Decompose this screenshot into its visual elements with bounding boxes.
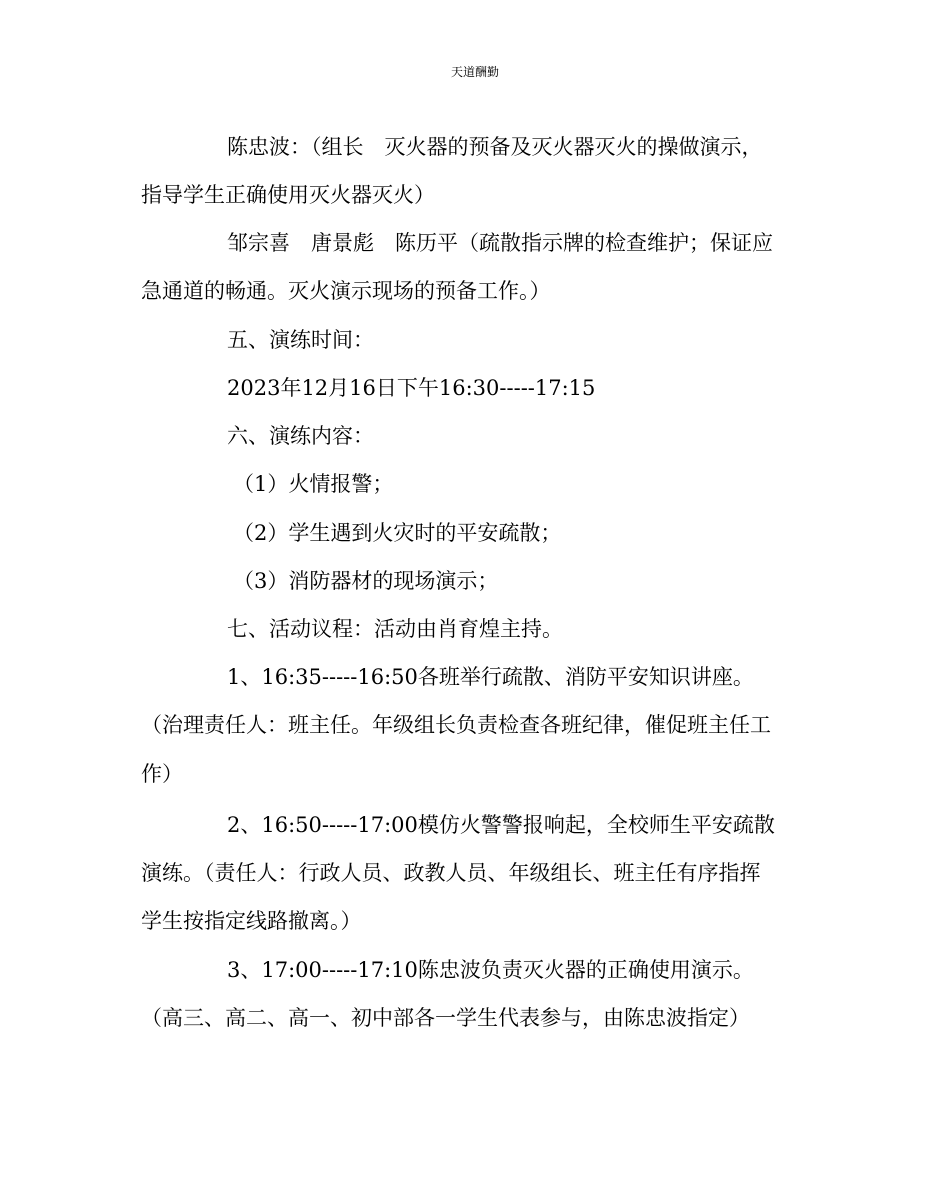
- paragraph-line: 作）: [141, 762, 183, 786]
- text-segment: 陈历平（疏散指示牌的检查维护；保证应: [395, 231, 773, 255]
- paragraph-line: [227, 134, 763, 160]
- paragraph-line: 学生按指定线路撤离。）: [141, 909, 362, 933]
- section-heading: 六、演练内容：: [227, 424, 374, 448]
- paragraph-line: 2、16:50-----17:00模仿火警警报响起，全校师生平安疏散: [227, 813, 775, 837]
- text-segment: 邹宗喜: [227, 231, 290, 255]
- paragraph-line: 3、17:00-----17:10陈忠波负责灭火器的正确使用演示。: [227, 958, 754, 982]
- paragraph-line: 2023年12月16日下午16:30-----17:15: [227, 376, 596, 400]
- list-item: （3）消防器材的现场演示；: [233, 569, 499, 593]
- text-segment: 灭火器的预备及灭火器灭火的操做演示，: [384, 135, 763, 159]
- list-item: （1）火情报警；: [233, 472, 394, 496]
- list-item: （2）学生遇到火灾时的平安疏散；: [233, 521, 562, 545]
- page-header: 天道酬勤: [450, 65, 499, 79]
- paragraph-line: 指导学生正确使用灭火器灭火）: [141, 183, 435, 207]
- paragraph-line: 1、16:35-----16:50各班举行疏散、消防平安知识讲座。: [227, 665, 754, 689]
- text-segment: 陈忠波：（组长: [227, 135, 364, 159]
- paragraph-line: [227, 230, 773, 256]
- section-heading: 七、活动议程：活动由肖育煌主持。: [227, 617, 563, 641]
- paragraph-line: （高三、高二、高一、初中部各一学生代表参与，由陈忠波指定）: [141, 1006, 750, 1030]
- paragraph-line: 急通道的畅通。灭火演示现场的预备工作。）: [141, 279, 551, 303]
- text-segment: 唐景彪: [311, 231, 374, 255]
- paragraph-line: （治理责任人：班主任。年级组长负责检查各班纪律，催促班主任工: [141, 713, 771, 737]
- section-heading: 五、演练时间：: [227, 328, 374, 352]
- paragraph-line: 演练。（责任人：行政人员、政教人员、年级组长、班主任有序指挥: [141, 861, 761, 885]
